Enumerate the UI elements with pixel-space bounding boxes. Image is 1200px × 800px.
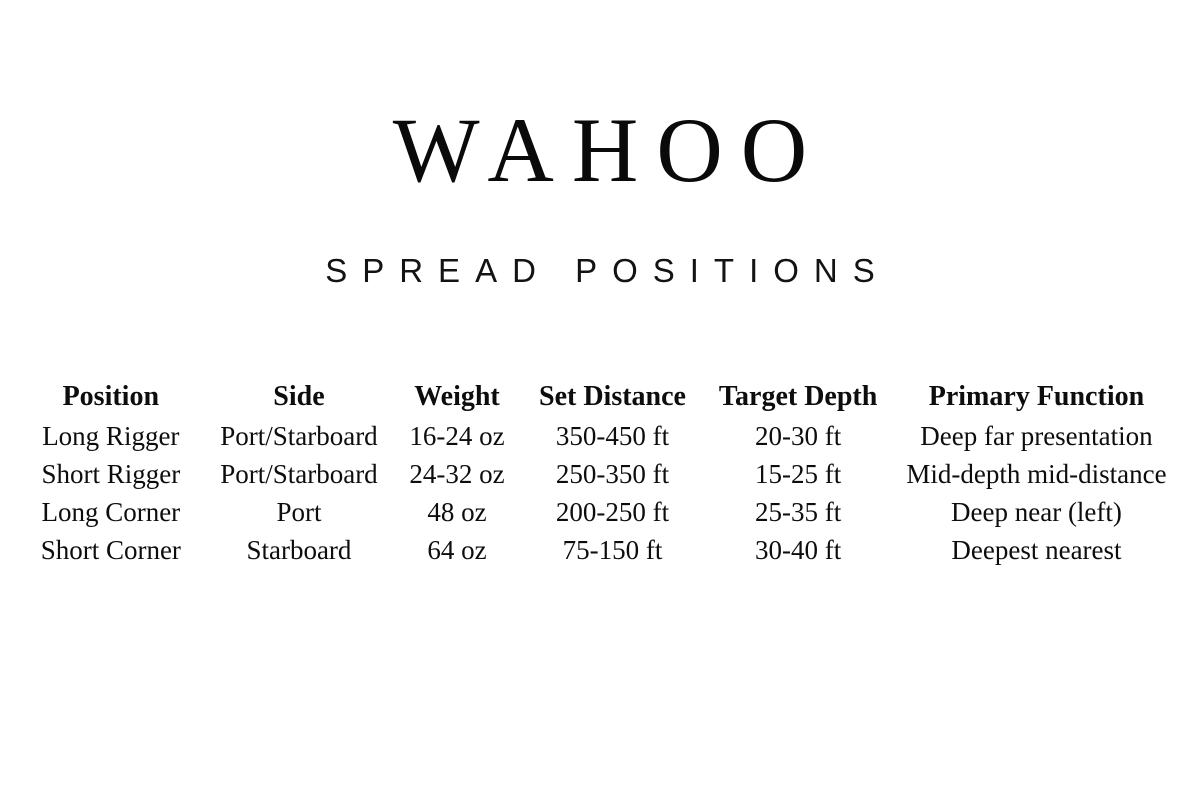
cell-set-distance: 200-250 ft bbox=[555, 497, 670, 527]
column-header-side: Side bbox=[273, 381, 325, 412]
cell-position: Long Corner bbox=[41, 497, 181, 527]
cell-side: Port bbox=[276, 497, 322, 527]
cell-position: Long Rigger bbox=[42, 421, 180, 451]
table-row bbox=[18, 493, 1182, 531]
cell-target-depth: 25-35 ft bbox=[755, 497, 842, 527]
cell-weight: 24-32 oz bbox=[409, 459, 505, 489]
cell-target-depth: 15-25 ft bbox=[755, 459, 842, 489]
cell-set-distance: 75-150 ft bbox=[562, 535, 663, 565]
table-header bbox=[18, 378, 1182, 417]
spread-positions-table bbox=[18, 378, 1182, 569]
table-body bbox=[18, 417, 1182, 569]
cell-primary-function: Deep far presentation bbox=[920, 421, 1153, 451]
cell-primary-function: Deepest nearest bbox=[951, 535, 1122, 565]
table-row bbox=[18, 455, 1182, 493]
table-row bbox=[18, 417, 1182, 455]
column-header-set-distance: Set Distance bbox=[539, 381, 686, 412]
page-subtitle: SPREAD POSITIONS bbox=[325, 252, 890, 289]
page-title: WAHOO bbox=[392, 99, 826, 201]
cell-weight: 64 oz bbox=[427, 535, 487, 565]
spread-positions-table-container bbox=[0, 378, 1200, 569]
cell-position: Short Corner bbox=[40, 535, 181, 565]
table-row bbox=[18, 531, 1182, 569]
column-header-primary-function: Primary Function bbox=[928, 381, 1145, 412]
cell-weight: 48 oz bbox=[427, 497, 487, 527]
table-header-row bbox=[18, 378, 1182, 417]
cell-side: Port/Starboard bbox=[220, 421, 378, 451]
cell-primary-function: Deep near (left) bbox=[951, 497, 1122, 527]
cell-weight: 16-24 oz bbox=[409, 421, 505, 451]
cell-set-distance: 250-350 ft bbox=[555, 459, 670, 489]
cell-side: Port/Starboard bbox=[220, 459, 378, 489]
cell-side: Starboard bbox=[246, 535, 352, 565]
cell-position: Short Rigger bbox=[41, 459, 181, 489]
column-header-weight: Weight bbox=[414, 381, 500, 412]
cell-target-depth: 20-30 ft bbox=[755, 421, 842, 451]
cell-set-distance: 350-450 ft bbox=[555, 421, 670, 451]
column-header-position: Position bbox=[62, 381, 160, 412]
cell-primary-function: Mid-depth mid-distance bbox=[906, 459, 1167, 489]
column-header-target-depth: Target Depth bbox=[718, 381, 878, 412]
cell-target-depth: 30-40 ft bbox=[755, 535, 842, 565]
